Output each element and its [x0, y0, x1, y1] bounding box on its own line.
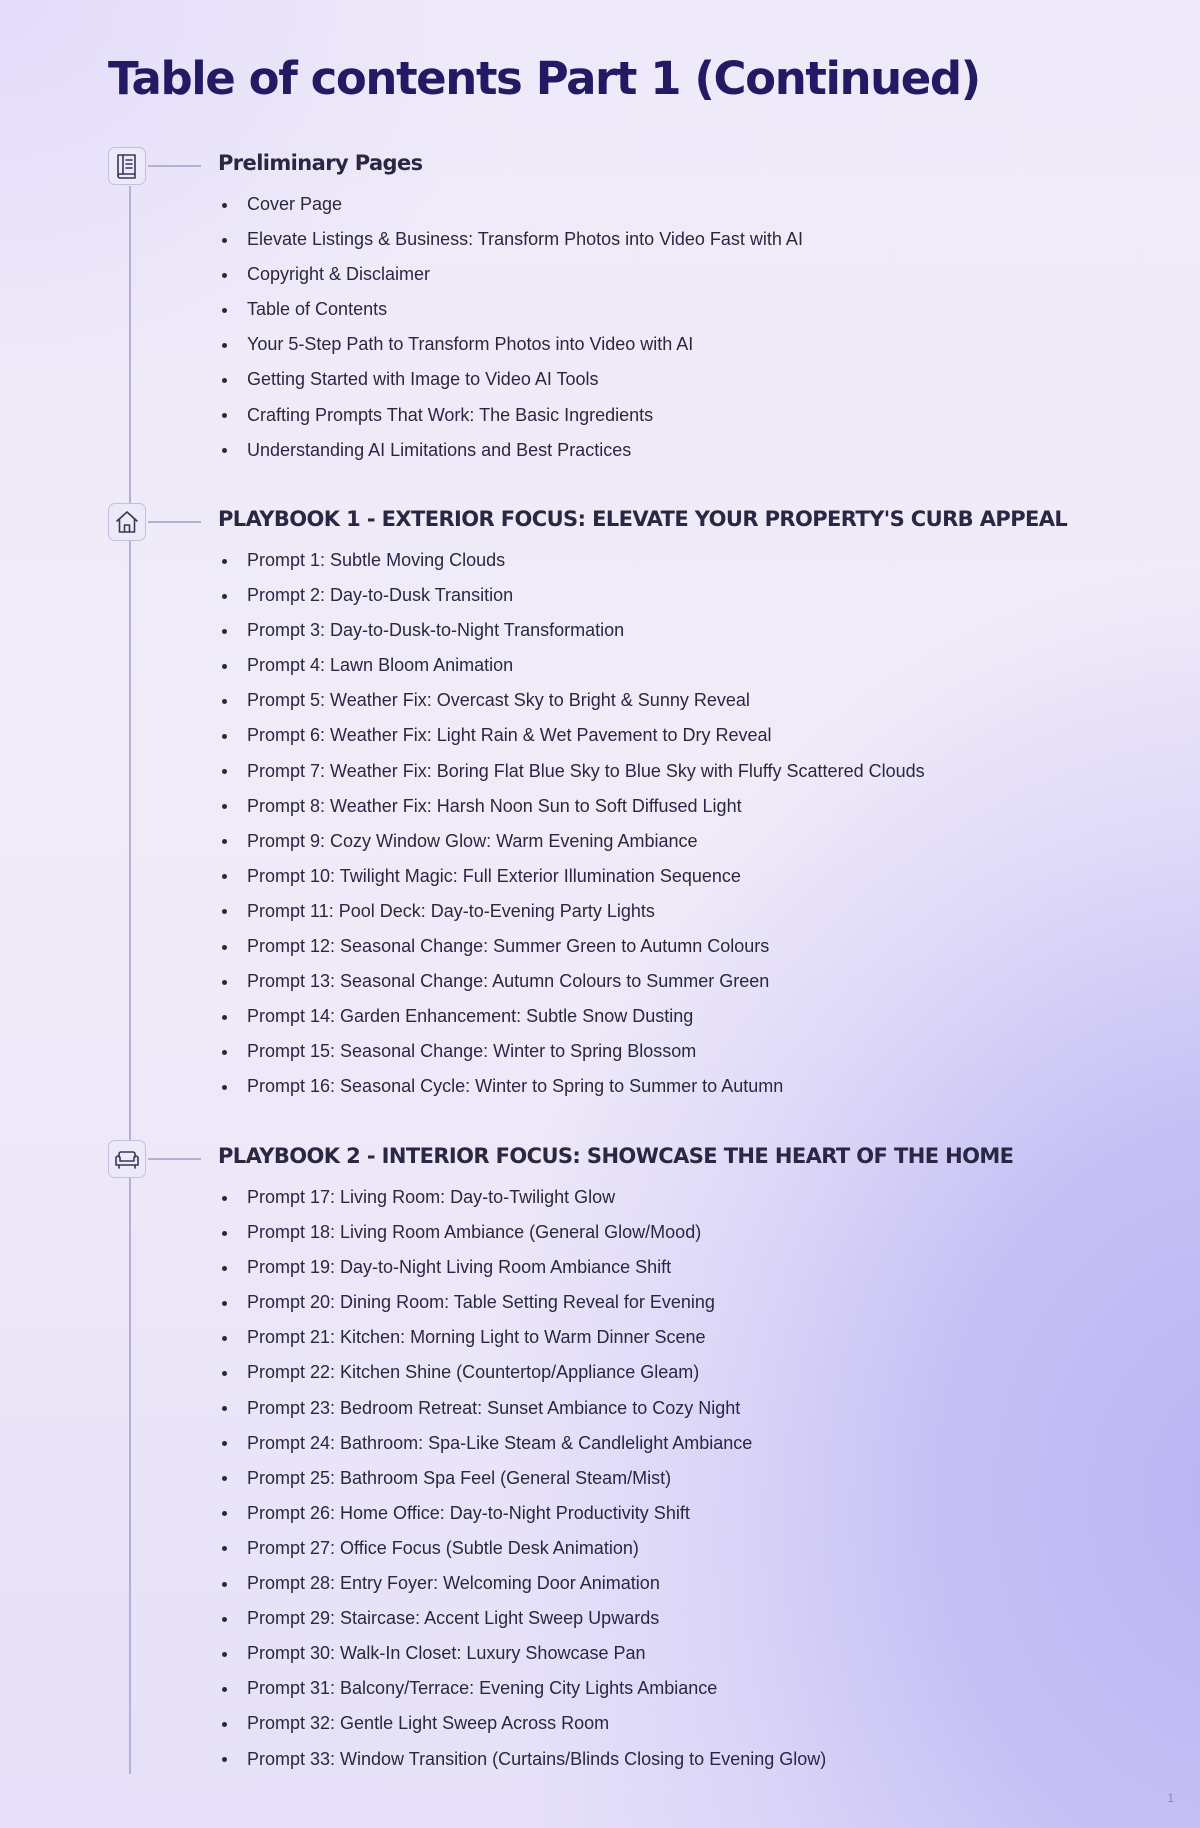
- toc-item[interactable]: Your 5-Step Path to Transform Photos into Video with AI: [218, 327, 803, 362]
- toc-item[interactable]: Prompt 4: Lawn Bloom Animation: [218, 648, 925, 683]
- toc-item[interactable]: Prompt 33: Window Transition (Curtains/Blinds Closing to Evening Glow): [218, 1742, 826, 1777]
- toc-item[interactable]: Prompt 29: Staircase: Accent Light Sweep Upwards: [218, 1601, 826, 1636]
- toc-item[interactable]: Prompt 26: Home Office: Day-to-Night Productivity Shift: [218, 1496, 826, 1531]
- toc-item[interactable]: Prompt 12: Seasonal Change: Summer Green to Autumn Colours: [218, 929, 925, 964]
- toc-item[interactable]: Prompt 5: Weather Fix: Overcast Sky to Bright & Sunny Reveal: [218, 683, 925, 718]
- book-icon: [108, 147, 146, 185]
- toc-item[interactable]: Getting Started with Image to Video AI Tools: [218, 362, 803, 397]
- toc-item[interactable]: Prompt 27: Office Focus (Subtle Desk Animation): [218, 1531, 826, 1566]
- toc-item[interactable]: Prompt 3: Day-to-Dusk-to-Night Transformation: [218, 613, 925, 648]
- toc-item[interactable]: Prompt 13: Seasonal Change: Autumn Colours to Summer Green: [218, 964, 925, 999]
- timeline-connector: [148, 1158, 201, 1160]
- toc-item[interactable]: Understanding AI Limitations and Best Practices: [218, 433, 803, 468]
- toc-item[interactable]: Prompt 16: Seasonal Cycle: Winter to Spring to Summer to Autumn: [218, 1069, 925, 1104]
- section-title: Preliminary Pages: [218, 151, 423, 175]
- toc-item[interactable]: Prompt 11: Pool Deck: Day-to-Evening Party Lights: [218, 894, 925, 929]
- section-items: [218, 187, 803, 468]
- toc-item[interactable]: Prompt 19: Day-to-Night Living Room Ambiance Shift: [218, 1250, 826, 1285]
- toc-item[interactable]: Prompt 22: Kitchen Shine (Countertop/Appliance Gleam): [218, 1355, 826, 1390]
- toc-item[interactable]: Prompt 30: Walk-In Closet: Luxury Showcase Pan: [218, 1636, 826, 1671]
- section-items: [218, 543, 925, 1105]
- timeline-connector: [148, 521, 201, 523]
- toc-item[interactable]: Prompt 31: Balcony/Terrace: Evening City Lights Ambiance: [218, 1671, 826, 1706]
- toc-item[interactable]: Prompt 7: Weather Fix: Boring Flat Blue Sky to Blue Sky with Fluffy Scattered Clouds: [218, 754, 925, 789]
- section-items: [218, 1180, 826, 1777]
- toc-item[interactable]: Copyright & Disclaimer: [218, 257, 803, 292]
- toc-item[interactable]: Prompt 32: Gentle Light Sweep Across Room: [218, 1706, 826, 1741]
- toc-item[interactable]: Prompt 9: Cozy Window Glow: Warm Evening Ambiance: [218, 824, 925, 859]
- toc-item[interactable]: Prompt 21: Kitchen: Morning Light to Warm Dinner Scene: [218, 1320, 826, 1355]
- sofa-icon: [108, 1140, 146, 1178]
- toc-item[interactable]: Prompt 17: Living Room: Day-to-Twilight Glow: [218, 1180, 826, 1215]
- toc-item[interactable]: Prompt 18: Living Room Ambiance (General Glow/Mood): [218, 1215, 826, 1250]
- timeline-connector: [148, 165, 201, 167]
- toc-item[interactable]: Prompt 15: Seasonal Change: Winter to Spring Blossom: [218, 1034, 925, 1069]
- toc-item[interactable]: Elevate Listings & Business: Transform Photos into Video Fast with AI: [218, 222, 803, 257]
- toc-item[interactable]: Table of Contents: [218, 292, 803, 327]
- timeline-line: [129, 186, 131, 1774]
- toc-item[interactable]: Prompt 1: Subtle Moving Clouds: [218, 543, 925, 578]
- toc-item[interactable]: Prompt 20: Dining Room: Table Setting Reveal for Evening: [218, 1285, 826, 1320]
- toc-item[interactable]: Prompt 8: Weather Fix: Harsh Noon Sun to Soft Diffused Light: [218, 789, 925, 824]
- page-title: Table of contents Part 1 (Continued): [108, 52, 980, 105]
- toc-item[interactable]: Prompt 25: Bathroom Spa Feel (General Steam/Mist): [218, 1461, 826, 1496]
- toc-item[interactable]: Prompt 2: Day-to-Dusk Transition: [218, 578, 925, 613]
- house-icon: [108, 503, 146, 541]
- toc-item[interactable]: Crafting Prompts That Work: The Basic Ingredients: [218, 398, 803, 433]
- section-title: PLAYBOOK 1 - EXTERIOR FOCUS: ELEVATE YOUR PROPERTY'S CURB APPEAL: [218, 507, 1068, 531]
- toc-item[interactable]: Prompt 24: Bathroom: Spa-Like Steam & Candlelight Ambiance: [218, 1426, 826, 1461]
- toc-item[interactable]: Prompt 6: Weather Fix: Light Rain & Wet Pavement to Dry Reveal: [218, 718, 925, 753]
- page-number: 1: [1167, 1791, 1174, 1805]
- toc-item[interactable]: Prompt 28: Entry Foyer: Welcoming Door Animation: [218, 1566, 826, 1601]
- toc-item[interactable]: Prompt 23: Bedroom Retreat: Sunset Ambiance to Cozy Night: [218, 1391, 826, 1426]
- toc-item[interactable]: Cover Page: [218, 187, 803, 222]
- toc-item[interactable]: Prompt 14: Garden Enhancement: Subtle Snow Dusting: [218, 999, 925, 1034]
- toc-item[interactable]: Prompt 10: Twilight Magic: Full Exterior Illumination Sequence: [218, 859, 925, 894]
- section-title: PLAYBOOK 2 - INTERIOR FOCUS: SHOWCASE THE HEART OF THE HOME: [218, 1144, 1014, 1168]
